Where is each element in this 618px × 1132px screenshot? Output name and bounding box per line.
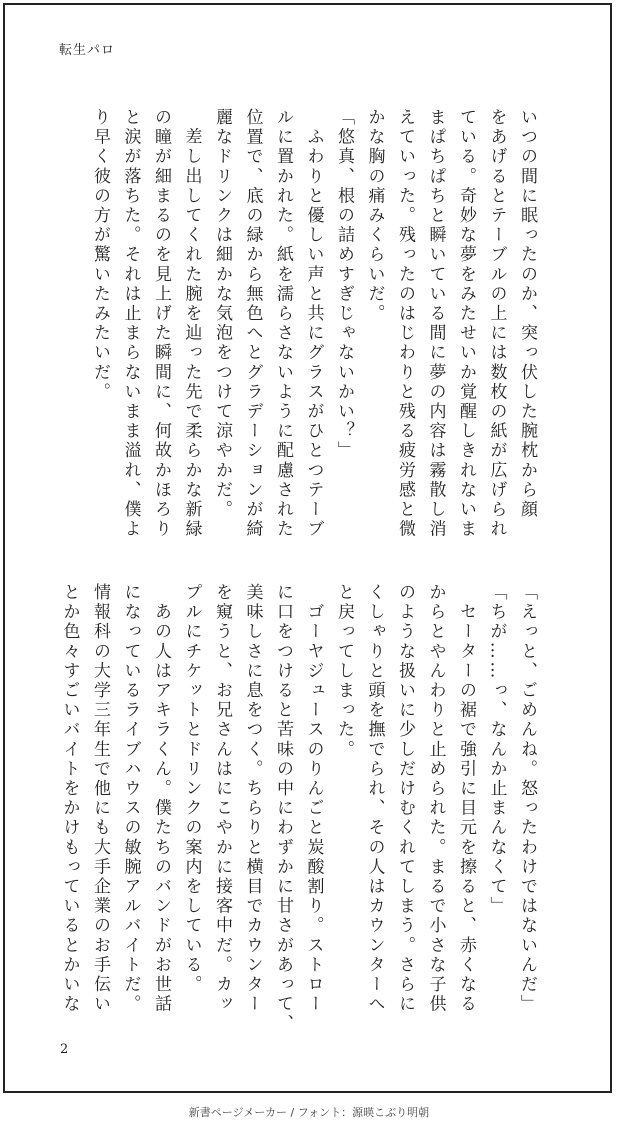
text-line: 「えっと、ごめんね。怒ったわけではないんだ」 [517,583,537,1015]
manuscript-page [3,3,612,1093]
text-line: 差し出してくれた腕を辿った先で柔らかな新緑 [181,108,202,540]
bottom-text-block [54,583,542,1034]
text-line: とか色々すごいバイトをかけもっているとかいな [59,583,80,1015]
text-line: 位置で、底の緑から無色へとグラデーションが綺 [242,108,263,540]
top-text-block [85,108,543,540]
text-line: 麗なドリンクは細かな気泡をつけて涼やかだ。 [212,108,232,520]
text-line: ルに置かれた。紙を濡らさないように配慮された [273,108,293,540]
text-line: まぱちぱちと瞬いている間に夢の内容は霧散し消 [425,108,446,540]
text-line: のような扱いに少しだけむくれてしまう。さらに [395,583,415,1015]
text-line: をあげるとテーブルの上には数枚の紙が広げられ [486,108,507,540]
text-line: いつの間に眠ったのか、突っ伏した腕枕から顔 [517,108,537,520]
text-line: になっているライブハウスの敏腕アルバイトだ。 [120,583,141,1015]
text-line: からとやんわりと止められた。まるで小さな子供 [425,583,446,1015]
text-line: あの人はアキラくん。僕たちのバンドがお世話 [151,583,171,1015]
text-line: くしゃりと頭を撫でられ、その人はカウンターへ [364,583,385,1015]
text-line: の瞳が細まるのを見上げた瞬間に、何故かほろり [151,108,171,540]
text-line: ふわりと優しい声と共にグラスがひとつテーブ [303,108,324,540]
text-line: り早く彼の方が驚いたみたいだ。 [90,108,110,402]
text-line: 情報科の大学三年生で他にも大手企業のお手伝い [90,583,110,1015]
text-line: と涙が落ちた。それは止まらないまま溢れ、僕よ [120,108,141,540]
text-line: ゴーヤジュースのりんごと炭酸割り。ストロー [303,583,324,1015]
text-line: と戻ってしまった。 [334,583,354,760]
text-line: を窺うと、お兄さんはにこやかに接客中だ。カッ [212,583,232,1015]
text-line: セーターの裾で強引に目元を擦ると、赤くなる [456,583,476,1015]
text-line: えていった。残ったのはじわりと残る疲労感と微 [395,108,415,540]
running-header: 転生パロ [59,43,116,58]
footer-credit: 新書ページメーカー / フォント：源暎こぶり明朝 [188,1106,430,1119]
text-line: ている。奇妙な夢をみたせいか覚醒しきれないま [456,108,476,540]
text-line: かな胸の痛みくらいだ。 [364,108,385,324]
text-line: 「ちが……っ、なんか止まんなくて」 [486,583,507,917]
text-line: プルにチケットとドリンクの案内をしている。 [181,583,202,995]
page-number: 2 [60,1042,69,1057]
text-line: に口をつけると苦味の中にわずかに甘さがあって、 [273,583,293,1034]
text-line: 美味しさに息をつく。ちらりと横目でカウンター [242,583,263,1015]
text-line: 「悠真、根の詰めすぎじゃないかい？」 [334,108,354,461]
